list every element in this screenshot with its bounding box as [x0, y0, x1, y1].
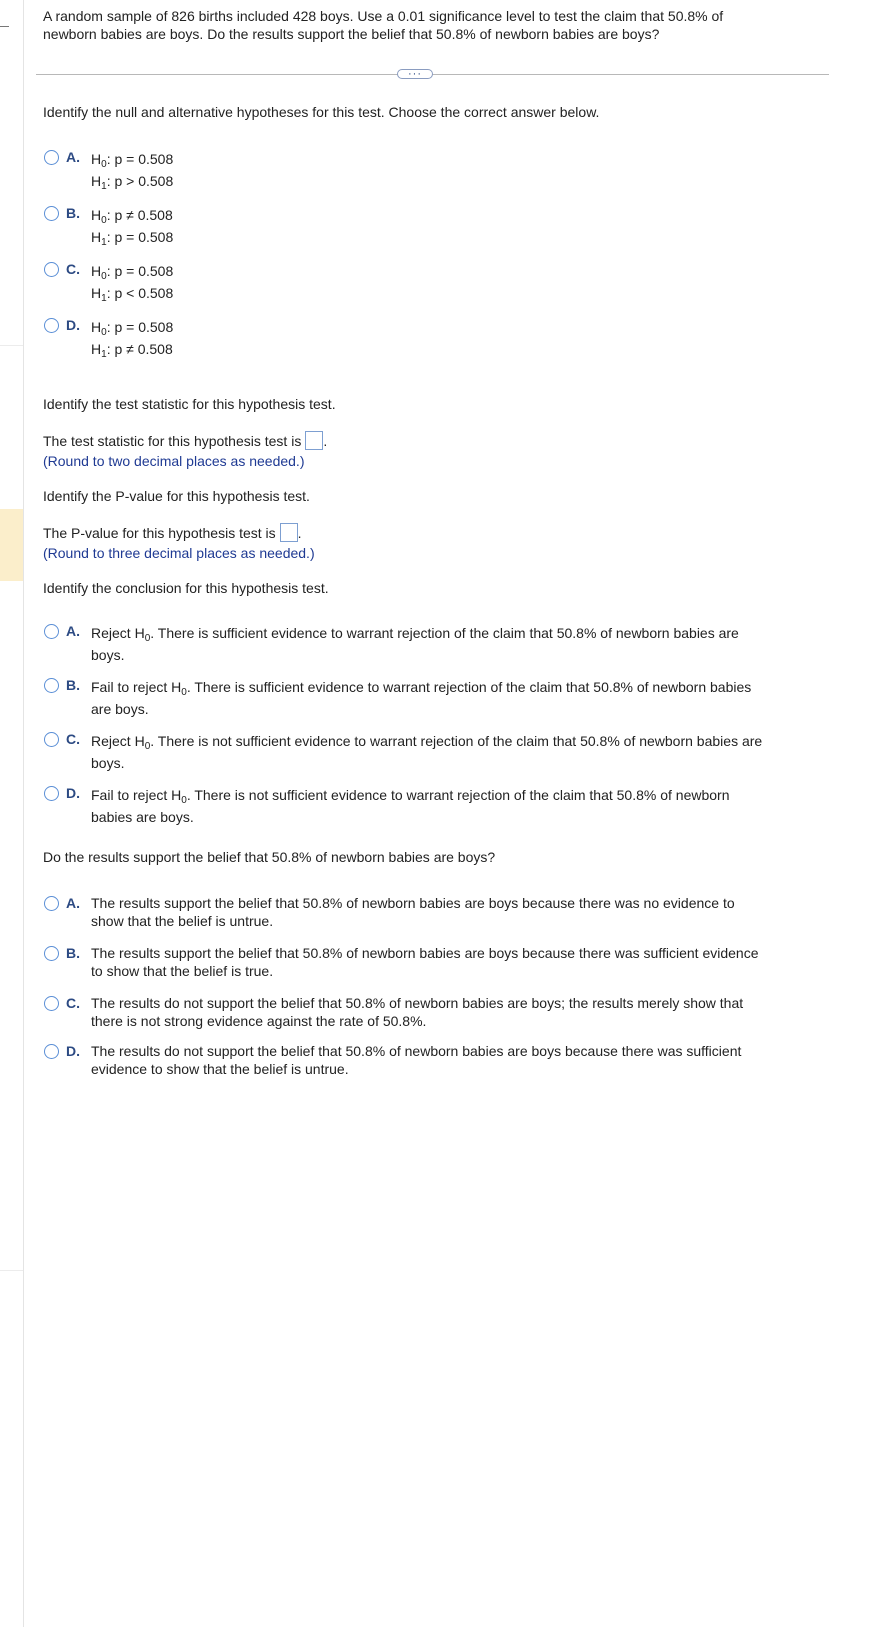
radio-button[interactable]	[44, 624, 59, 639]
radio-button[interactable]	[44, 1044, 59, 1059]
more-button[interactable]: ···	[397, 69, 433, 79]
radio-button[interactable]	[44, 896, 59, 911]
conclusion-option-a[interactable]: A. Reject $H_0$. There is sufficient evidence to warrant rejection of the claim that 50.8% of newborn babies are boys.	[44, 622, 801, 666]
hypothesis-option-c[interactable]: C. $H_0$: p = 0.508 $H_1$: p < 0.508	[44, 260, 173, 304]
radio-button[interactable]	[44, 262, 59, 277]
gutter-separator	[0, 345, 23, 346]
p-value-line: The P-value for this hypothesis test is .	[43, 525, 302, 541]
radio-button[interactable]	[44, 318, 59, 333]
support-option-b[interactable]: B. The results support the belief that 50.8% of newborn babies are boys because there was sufficient evidence to show that the belief is true.	[44, 944, 801, 980]
p-value-input[interactable]	[280, 523, 298, 542]
radio-button[interactable]	[44, 786, 59, 801]
radio-button[interactable]	[44, 678, 59, 693]
radio-button[interactable]	[44, 996, 59, 1011]
hypothesis-option-d[interactable]: D. $H_0$: p = 0.508 $H_1$: p ≠ 0.508	[44, 316, 173, 360]
conclusion-option-c[interactable]: C. Reject $H_0$. There is not sufficient evidence to warrant rejection of the claim that 50.8% of newborn babies are boys.	[44, 730, 801, 774]
support-option-c[interactable]: C. The results do not support the belief that 50.8% of newborn babies are boys; the results merely show that there is not strong evidence against the rate of 50.8%.	[44, 994, 801, 1030]
left-gutter-rule	[23, 0, 24, 1627]
support-option-d[interactable]: D. The results do not support the belief that 50.8% of newborn babies are boys because there was sufficient evidence to show that the belief is untrue.	[44, 1042, 801, 1078]
gutter-highlight	[0, 509, 23, 581]
hypotheses-prompt: Identify the null and alternative hypotheses for this test. Choose the correct answer below.	[43, 104, 600, 120]
conclusion-option-b[interactable]: B. Fail to reject $H_0$. There is sufficient evidence to warrant rejection of the claim that 50.8% of newborn babies are boys.	[44, 676, 801, 720]
test-statistic-line: The test statistic for this hypothesis test is .	[43, 433, 328, 449]
question-text: A random sample of 826 births included 428 boys. Use a 0.01 significance level to test the claim that 50.8% of newborn babies are boys. Do the results support the belief that 50.8% of newborn babies are boys?	[43, 8, 724, 42]
support-prompt: Do the results support the belief that 50.8% of newborn babies are boys?	[43, 849, 496, 865]
gutter-dash	[0, 26, 9, 27]
test-statistic-prompt: Identify the test statistic for this hypothesis test.	[43, 396, 336, 412]
hypothesis-option-a[interactable]: A. $H_0$: p = 0.508 $H_1$: p > 0.508	[44, 148, 173, 192]
test-statistic-input[interactable]	[305, 431, 323, 450]
hypothesis-option-b[interactable]: B. $H_0$: p ≠ 0.508 $H_1$: p = 0.508	[44, 204, 173, 248]
p-value-hint: (Round to three decimal places as needed.)	[43, 545, 315, 561]
conclusion-option-d[interactable]: D. Fail to reject $H_0$. There is not sufficient evidence to warrant rejection of the claim that 50.8% of newborn babies are boys.	[44, 784, 801, 828]
p-value-prompt: Identify the P-value for this hypothesis test.	[43, 488, 310, 504]
test-statistic-hint: (Round to two decimal places as needed.)	[43, 453, 305, 469]
support-option-a[interactable]: A. The results support the belief that 50.8% of newborn babies are boys because there was no evidence to show that the belief is untrue.	[44, 894, 801, 930]
radio-button[interactable]	[44, 946, 59, 961]
conclusion-prompt: Identify the conclusion for this hypothesis test.	[43, 580, 329, 596]
gutter-separator	[0, 1270, 23, 1271]
radio-button[interactable]	[44, 206, 59, 221]
radio-button[interactable]	[44, 732, 59, 747]
radio-button[interactable]	[44, 150, 59, 165]
